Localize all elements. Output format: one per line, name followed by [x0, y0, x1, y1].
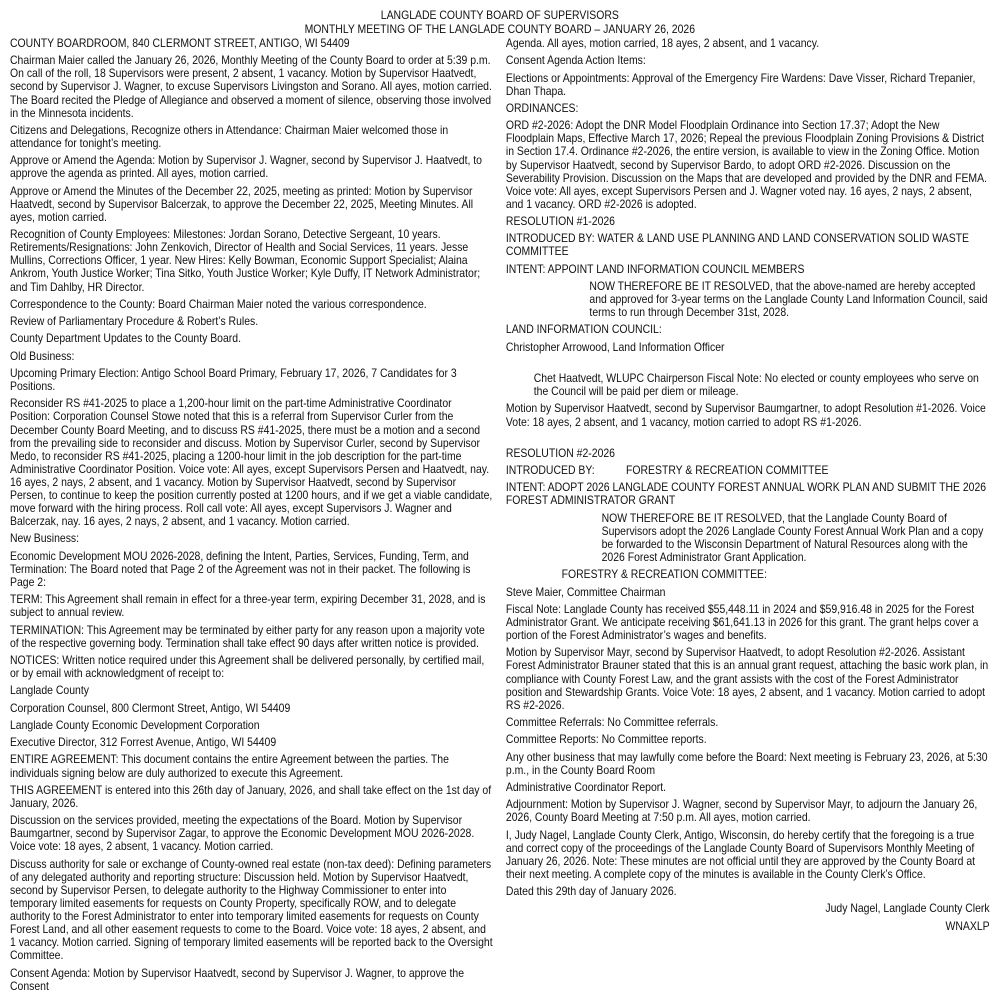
paragraph: TERMINATION: This Agreement may be terminated by either party for any reason upon a majority vote of the respective governing body. Termination shall take effect 90 days after written notice is provided.	[10, 622, 485, 650]
notice-columns	[10, 37, 990, 997]
paragraph: Chairman Maier called the January 26, 2026, Monthly Meeting of the County Board to order at 5:39 p.m. On call of the roll, 18 Supervisors were present, 2 absent, 1 vacancy. Motion by Supervisor Haatvedt, second by Supervisor J. Wagner, to excuse Supervisors Livingston and Sorano. All ayes, motion carried. The Board recited the Pledge of Allegiance and observed a moment of silence, observing those involved in the Minnesota incidents.	[10, 53, 492, 120]
committee-name: FORESTRY & RECREATION COMMITTEE	[625, 463, 829, 478]
paragraph: Motion by Supervisor Haatvedt, second by Supervisor Baumgartner, to adopt Resolution #1-2026. Voice Vote: 18 ayes, 2 absent, and 1 vacancy, motion carried to adopt RS #1-2026.	[505, 401, 986, 429]
paragraph: County Department Updates to the County Board.	[10, 331, 241, 346]
paragraph: Elections or Appointments: Approval of the Emergency Fire Wardens: Dave Visser, Richard Trepanier, Dhan Thapa.	[505, 70, 976, 98]
paragraph: RESOLUTION #2-2026	[505, 445, 615, 460]
paragraph: Committee Reports: No Committee reports.	[505, 732, 707, 747]
paragraph: ORDINANCES:	[505, 100, 579, 115]
notice-header	[10, 8, 990, 36]
paragraph: Fiscal Note: Langlade County has received $55,448.11 in 2024 and $59,916.48 in 2025 for the Forest Administrator Grant. We anticipate receiving $61,641.13 in 2026 for this grant. The grant helps cover a portion of the Forest Administrator’s wages and benefits.	[505, 601, 979, 643]
paragraph: Corporation Counsel, 800 Clermont Street, Antigo, WI 54409	[10, 700, 291, 715]
label: INTRODUCED BY:	[505, 463, 595, 478]
paragraph: Consent Agenda Action Items:	[505, 53, 646, 68]
paragraph: Chet Haatvedt, WLUPC Chairperson Fiscal Note: No elected or county employees who serve on the Council will be paid per diem or mileage.	[533, 371, 979, 399]
paragraph: RESOLUTION #1-2026	[505, 214, 615, 229]
paragraph: Citizens and Delegations, Recognize others in Attendance: Chairman Maier welcomed those in attendance for tonight’s meeting.	[10, 122, 449, 151]
paragraph: Agenda. All ayes, motion carried, 18 ayes, 2 absent, and 1 vacancy.	[505, 36, 820, 50]
paragraph: COUNTY BOARDROOM, 840 CLERMONT STREET, ANTIGO, WI 54409	[10, 36, 350, 50]
paragraph: Christopher Arrowood, Land Information Officer	[505, 339, 725, 354]
paragraph: Reconsider RS #41-2025 to place a 1,200-hour limit on the part-time Administrative Coordinator Position: Corporation Counsel Stowe noted that this is a referral from Supervisor Curler from the December County Board Meeting, and to discuss RS #41-2025, there must be a motion and a second from the prevailing side to reconsider and discuss. Motion by Supervisor Curler, second by Supervisor Medo, to reconsider RS #41-2025, placing a 1200-hour limit in the job description for the part-time Administrative Coordinator Position. Voice vote: All ayes, except Supervisors Persen and Haatvedt, nay. 16 ayes, 2 nays, 2 absent, and 1 vacancy. Motion by Supervisor Haatvedt, second by Supervisor Persen, to continue to keep the position currently posted at 1200 hours, and if we get a viable candidate, move forward with the hiring process. Roll call vote: All ayes, except Supervisors J. Wagner and Balcerzak, nay. 16 ayes, 2 nays, 2 absent, and 1 vacancy. Motion carried.	[10, 396, 493, 529]
paragraph: FORESTRY & RECREATION COMMITTEE:	[561, 567, 767, 582]
paragraph: THIS AGREEMENT is entered into this 26th day of January, 2026, and shall take effect on the 1st day of January, 2026.	[10, 782, 492, 810]
meeting-title: MONTHLY MEETING OF THE LANGLADE COUNTY BOARD – JANUARY 26, 2026	[304, 22, 696, 36]
paragraph: NOW THEREFORE BE IT RESOLVED, that the above-named are hereby accepted and approved for 3-year terms on the Langlade County Land Information Council, said terms to run through December 31st, 2028.	[589, 279, 988, 320]
paragraph: Adjournment: Motion by Supervisor J. Wagner, second by Supervisor Mayr, to adjourn the January 26, 2026, County Board Meeting at 7:50 p.m. All ayes, motion carried.	[505, 797, 978, 825]
paragraph: Administrative Coordinator Report.	[505, 779, 667, 794]
paragraph: Consent Agenda: Motion by Supervisor Haatvedt, second by Supervisor J. Wagner, to approve the Consent	[10, 965, 465, 993]
paragraph: Approve or Amend the Minutes of the December 22, 2025, meeting as printed: Motion by Supervisor Haatvedt, second by Supervisor Balcerzak, to approve the December 22, 2025, Meeting Minutes. All ayes, motion carried.	[10, 183, 474, 224]
paragraph: INTENT: APPOINT LAND INFORMATION COUNCIL MEMBERS	[505, 261, 805, 276]
paragraph: NOW THEREFORE BE IT RESOLVED, that the Langlade County Board of Supervisors adopt the 2026 Langlade County Forest Annual Work Plan and a copy be forwarded to the Wisconsin Department of Natural Resources along with the 2026 Forest Administrator Grant Application.	[601, 510, 984, 564]
publication-code: WNAXLP	[945, 918, 990, 933]
spacer	[506, 433, 990, 447]
paragraph: Old Business:	[10, 348, 75, 363]
paragraph: Discuss authority for sale or exchange of County-owned real estate (non-tax deed): Defining parameters of any delegated authority and reporting structure: Discussion held. Motion by Supervisor Haatvedt, second by Supervisor Persen, to delegate authority to the Highway Commissioner to enter into temporary limited easements for requests on County Property, specifically ROW, and to delegate authority to the Forest Administrator to enter into temporary limited easements for requests on County Forest Land, and all other easement requests to come to the Board. Voice vote: 18 ayes, 2 absent, and 1 vacancy. Motion carried. Signing of temporary limited easements will be reported back to the Oversight Committee.	[10, 856, 493, 963]
paragraph: ORD #2-2026: Adopt the DNR Model Floodplain Ordinance into Section 17.37; Adopt the New Floodplain Maps, Effective March 17, 2026; Repeal the previous Floodplain Zoning Provisions & District in Section 17.4. Ordinance #2-2026, the entire version, is available to view in the Zoning Office. Motion by Supervisor Haatvedt, second by Supervisor Bardo, to adopt ORD #2-2026. Discussion on the Severability Provision. Discussion on the Maps that are developed and provided by the DNR and FEMA. Voice vote: All ayes, except Supervisors Persen and J. Wagner voted nay. 16 ayes, 2 nays, 2 absent, and 1 vacancy. ORD #2-2026 is adopted.	[505, 118, 987, 211]
paragraph: Motion by Supervisor Mayr, second by Supervisor Haatvedt, to adopt Resolution #2-2026. Assistant Forest Administrator Brauner stated that this is an annual grant request, attaching the basic work plan, in compliance with County Forest Law, and the grant assists with the cost of the Forest Administrator position and Stewardship Grants. Voice Vote: 18 ayes, 2 absent, and 1 vacancy. Motion carried to adopt RS #2-2026.	[505, 645, 989, 712]
paragraph: LAND INFORMATION COUNCIL:	[505, 322, 662, 337]
left-column	[10, 37, 494, 997]
spacer	[506, 358, 990, 372]
paragraph	[506, 464, 990, 477]
paragraph: NOTICES: Written notice required under this Agreement shall be delivered personally, by certified mail, or by email with acknowledgment of receipt to:	[10, 652, 485, 681]
paragraph: Discussion on the services provided, meeting the expectations of the Board. Motion by Supervisor Baumgartner, second by Supervisor Zagar, to approve the Economic Development MOU 2026-2028. Voice vote: 18 ayes, 2 absent, 1 vacancy. Motion carried.	[10, 813, 475, 854]
paragraph: I, Judy Nagel, Langlade County Clerk, Antigo, Wisconsin, do hereby certify that the foregoing is a true and correct copy of the proceedings of the Langlade County Board of Supervisors Monthly Meeting of January 26, 2026. Note: These minutes are not official until they are approved by the County Board at their next meeting. A complete copy of the minutes is available in the County Clerk’s Office.	[505, 827, 976, 881]
paragraph: ENTIRE AGREEMENT: This document contains the entire Agreement between the parties. The individuals signing below are duly authorized to execute this Agreement.	[10, 752, 449, 780]
right-column	[506, 37, 990, 997]
paragraph: Langlade County Economic Development Corporation	[10, 717, 260, 732]
paragraph: Dated this 29th day of January 2026.	[505, 884, 677, 899]
board-title: LANGLADE COUNTY BOARD OF SUPERVISORS	[380, 8, 619, 22]
paragraph: TERM: This Agreement shall remain in effect for a three-year term, expiring December 31, 2028, and is subject to annual review.	[10, 592, 486, 620]
paragraph: Executive Director, 312 Forrest Avenue, Antigo, WI 54409	[10, 735, 277, 750]
paragraph: Langlade County	[10, 683, 89, 698]
paragraph: INTRODUCED BY: WATER & LAND USE PLANNING AND LAND CONSERVATION SOLID WASTE COMMITTEE	[505, 231, 970, 259]
paragraph: Upcoming Primary Election: Antigo School Board Primary, February 17, 2026, 7 Candidates for 3 Positions.	[10, 365, 457, 394]
notice-page	[10, 8, 990, 993]
paragraph: Steve Maier, Committee Chairman	[505, 584, 666, 599]
paragraph: New Business:	[10, 531, 80, 546]
paragraph: Recognition of County Employees: Milestones: Jordan Sorano, Detective Sergeant, 10 years. Retirements/Resignations: John Zenkovich, Director of Health and Social Services, 11 years. Jesse Mullins, Corrections Officer, 1 year. New Hires: Kelly Bowman, Economic Support Specialist; Alaina Ankrom, Youth Justice Worker; Tina Sitko, Youth Justice Worker; Kyle Duffy, IT Network Administrator; and Tim Dahlby, HR Director.	[10, 227, 481, 294]
paragraph: Committee Referrals: No Committee referrals.	[505, 714, 719, 729]
paragraph: Correspondence to the County: Board Chairman Maier noted the various correspondence.	[10, 296, 427, 311]
clerk-signature: Judy Nagel, Langlade County Clerk	[825, 901, 990, 916]
paragraph: Any other business that may lawfully come before the Board: Next meeting is February 23, 2026, at 5:30 p.m., in the County Board Room	[505, 749, 988, 777]
paragraph: INTENT: ADOPT 2026 LANGLADE COUNTY FOREST ANNUAL WORK PLAN AND SUBMIT THE 2026 FOREST ADMINISTRATOR GRANT	[505, 480, 987, 508]
paragraph: Approve or Amend the Agenda: Motion by Supervisor J. Wagner, second by Supervisor J. Haatvedt, to approve the agenda as printed. All ayes, motion carried.	[10, 153, 483, 181]
paragraph: Economic Development MOU 2026-2028, defining the Intent, Parties, Services, Funding, Term, and Termination: The Board noted that Page 2 of the Agreement was not in their packet. The following is Page 2:	[10, 548, 471, 589]
paragraph: Review of Parliamentary Procedure & Robert’s Rules.	[10, 314, 259, 329]
